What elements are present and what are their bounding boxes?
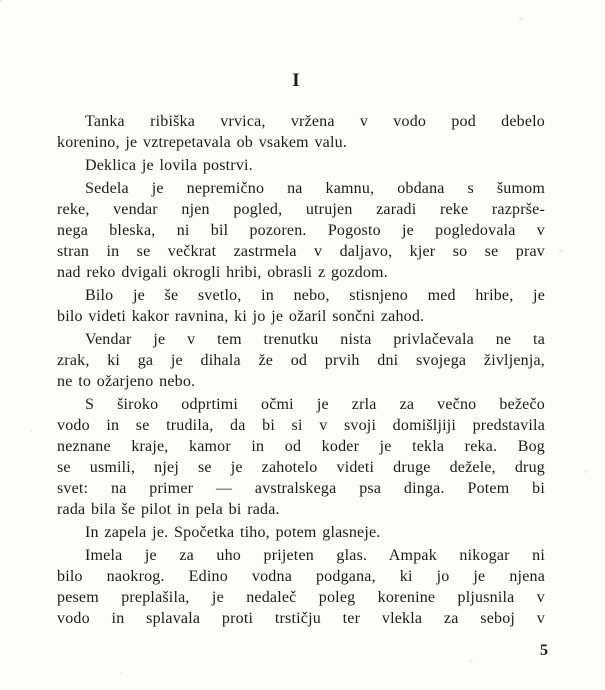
text-line: Deklica je lovila postrvi.	[85, 157, 253, 174]
text-line: vodo in se trudila, da bi si v svoji domišljiji predstavila	[57, 417, 545, 434]
paragraph	[57, 285, 545, 327]
text-line: S široko odprtimi očmi je zrla za večno bežečo	[85, 396, 545, 413]
text-line: Tanka ribiška vrvica, vržena v vodo pod debelo	[85, 113, 545, 130]
text-line: vodo in splavala proti trstičju ter vlekla za seboj v	[57, 610, 545, 627]
paragraph	[57, 522, 545, 543]
text-line: Sedela je nepremično na kamnu, obdana s šumom	[85, 180, 545, 197]
paragraph	[57, 178, 545, 283]
text-line: neznane kraje, kamor in od koder je tekla reka. Bog	[57, 438, 545, 455]
text-line: ne to ožarjeno nebo.	[57, 373, 196, 390]
text-line: zrak, ki ga je dihala že od prvih dni svojega življenja,	[57, 352, 545, 369]
paragraph	[57, 394, 545, 520]
text-line: nega bleska, ni bil pozoren. Pogosto je pogledovala v	[57, 222, 545, 239]
page-number: 5	[540, 642, 548, 659]
text-line: svet: na primer — avstralskega psa dinga. Potem bi	[57, 480, 545, 497]
paragraph	[57, 545, 545, 629]
text-line: pesem preplašila, je nedaleč poleg korenine pljusnila v	[57, 589, 545, 606]
text-block	[57, 111, 545, 631]
text-line: bilo naokrog. Edino vodna podgana, ki jo je njena	[57, 568, 545, 585]
paragraph	[57, 329, 545, 392]
text-line: bilo videti kakor ravnina, ki jo je ožaril sončni zahod.	[57, 308, 425, 325]
paragraph	[57, 155, 545, 176]
text-line: korenino, je vztrepetavala ob vsakem valu.	[57, 134, 348, 151]
text-line: rada bila še pilot in pela bi rada.	[57, 501, 280, 518]
text-line: Imela je za uho prijeten glas. Ampak nikogar ni	[85, 547, 545, 564]
paragraph	[57, 111, 545, 153]
text-line: Vendar je v tem trenutku nista privlačevala ne ta	[85, 331, 545, 348]
text-line: nad reko dvigali okrogli hribi, obrasli z gozdom.	[57, 264, 388, 281]
text-line: Bilo je še svetlo, in nebo, stisnjeno med hribe, je	[85, 287, 545, 304]
chapter-heading: I	[292, 70, 301, 91]
text-line: reke, vendar njen pogled, utrujen zaradi reke razprše-	[57, 201, 545, 218]
text-line: In zapela je. Spočetka tiho, potem glasneje.	[85, 524, 381, 541]
scan-speckle	[0, 0, 2, 2]
text-line: stran in se večkrat zastrmela v daljavo, kjer so se prav	[57, 243, 545, 260]
text-line: se usmili, njej se je zahotelo videti druge dežele, drug	[57, 459, 545, 476]
